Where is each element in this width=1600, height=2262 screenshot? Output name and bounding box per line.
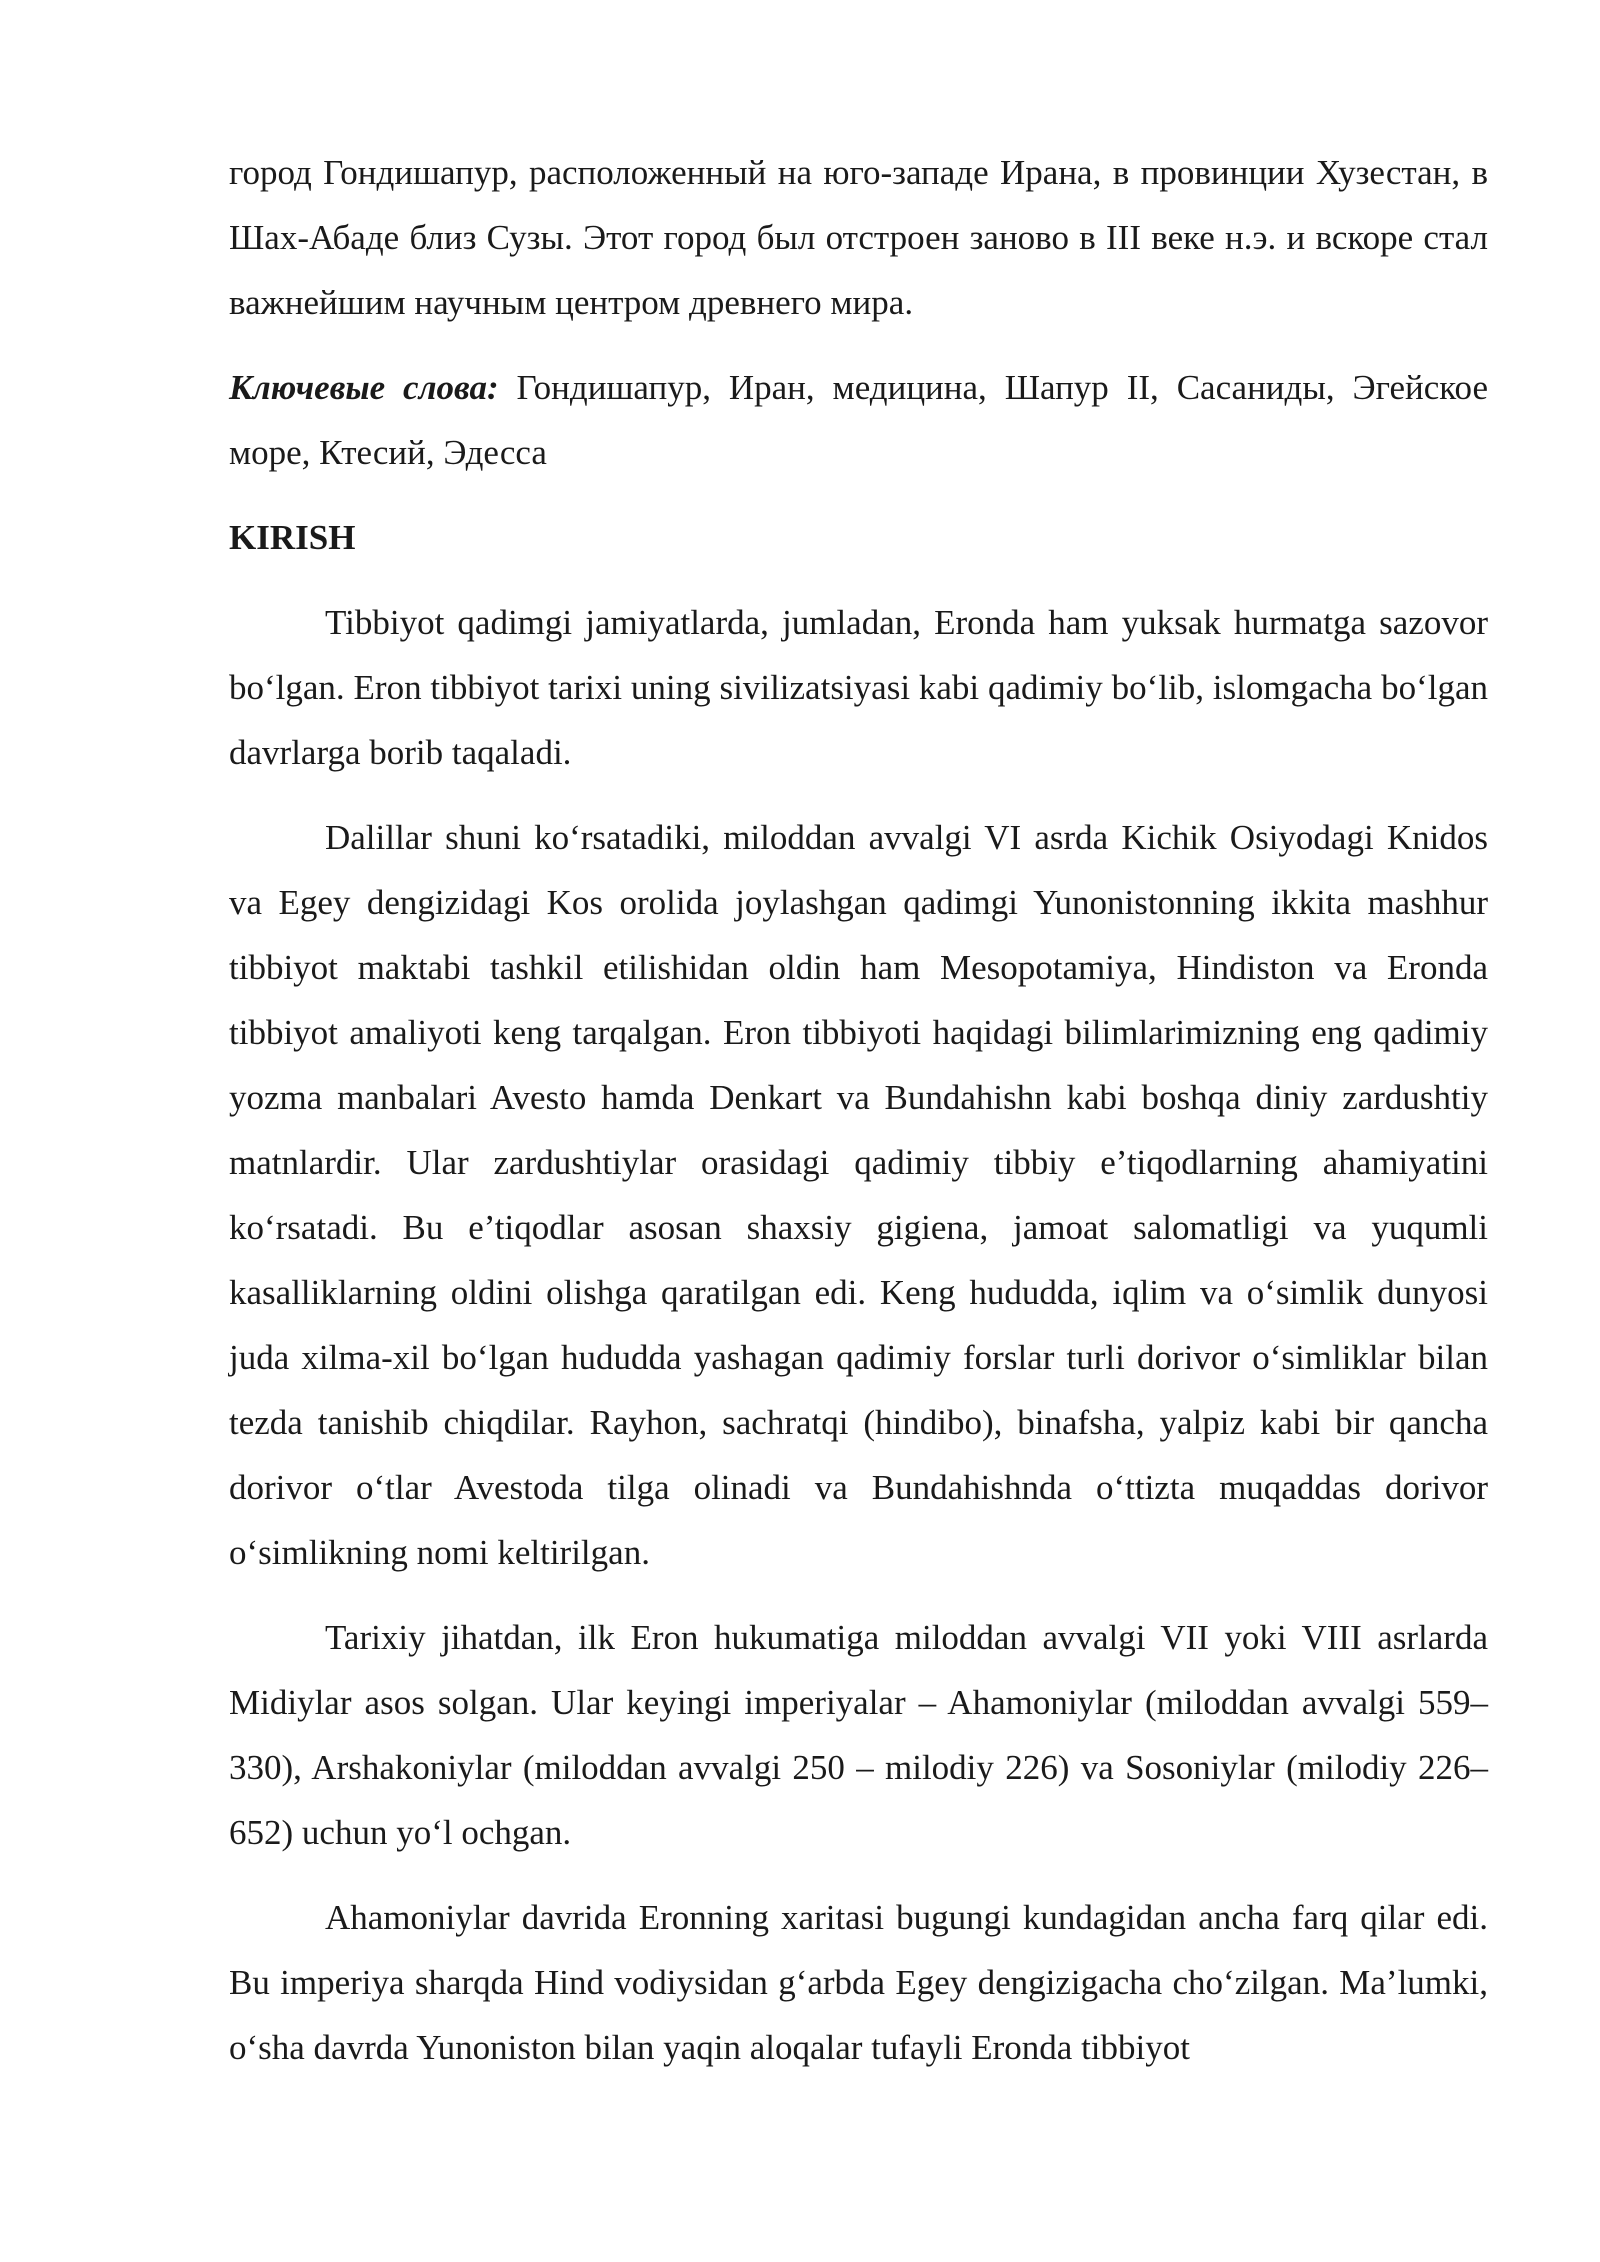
keywords-paragraph bbox=[229, 355, 1488, 485]
body-paragraph: Dalillar shuni ko‘rsatadiki, miloddan avvalgi VI asrda Kichik Osiyodagi Knidos va Egey dengizidagi Kos orolida joylashgan qadimgi Yunonistonning ikkita mashhur tibbiyot maktabi tashkil etilishidan oldin ham Mesopotamiya, Hindiston va Eronda tibbiyot amaliyoti keng tarqalgan. Eron tibbiyoti haqidagi bilimlarimizning eng qadimiy yozma manbalari Avesto hamda Denkart va Bundahishn kabi boshqa diniy zardushtiy matnlardir. Ular zardushtiylar orasidagi qadimiy tibbiy e’tiqodlarning ahamiyatini ko‘rsatadi. Bu e’tiqodlar asosan shaxsiy gigiena, jamoat salomatligi va yuqumli kasalliklarning oldini olishga qaratilgan edi. Keng hududda, iqlim va o‘simlik dunyosi juda xilma-xil bo‘lgan hududda yashagan qadimiy forslar turli dorivor o‘simliklar bilan tezda tanishib chiqdilar. Rayhon, sachratqi (hindibo), binafsha, yalpiz kabi bir qancha dorivor o‘tlar Avestoda tilga olinadi va Bundahishnda o‘ttizta muqaddas dorivor o‘simlikning nomi keltirilgan. bbox=[229, 818, 1488, 1572]
continuation-paragraph: город Гондишапур, расположенный на юго-западе Ирана, в провинции Хузестан, в Шах-Абаде близ Сузы. Этот город был отстроен заново в III веке н.э. и вскоре стал важнейшим научным центром древнего мира. bbox=[229, 153, 1488, 322]
keywords-text: Гондишапур, Иран, медицина, Шапур II, Сасаниды, Эгейское море, Ктесий, Эдесса bbox=[229, 368, 1488, 472]
section-heading: KIRISH bbox=[229, 518, 356, 557]
body-paragraph: Tarixiy jihatdan, ilk Eron hukumatiga miloddan avvalgi VII yoki VIII asrlarda Midiylar asos solgan. Ular keyingi imperiyalar – Ahamoniylar (miloddan avvalgi 559–330), Arshakoniylar (miloddan avvalgi 250 – milodiy 226) va Sosoniylar (milodiy 226–652) uchun yo‘l ochgan. bbox=[229, 1618, 1488, 1852]
body-paragraph: Tibbiyot qadimgi jamiyatlarda, jumladan, Eronda ham yuksak hurmatga sazovor bo‘lgan. Eron tibbiyot tarixi uning sivilizatsiyasi kabi qadimiy bo‘lib, islomgacha bo‘lgan davrlarga borib taqaladi. bbox=[229, 603, 1488, 772]
document-page bbox=[229, 140, 1488, 2100]
body-paragraph: Ahamoniylar davrida Eronning xaritasi bugungi kundagidan ancha farq qilar edi. Bu imperiya sharqda Hind vodiysidan g‘arbda Egey dengizigacha cho‘zilgan. Ma’lumki, o‘sha davrda Yunoniston bilan yaqin aloqalar tufayli Eronda tibbiyot bbox=[229, 1898, 1488, 2067]
keywords-label: Ключевые слова: bbox=[229, 368, 499, 407]
